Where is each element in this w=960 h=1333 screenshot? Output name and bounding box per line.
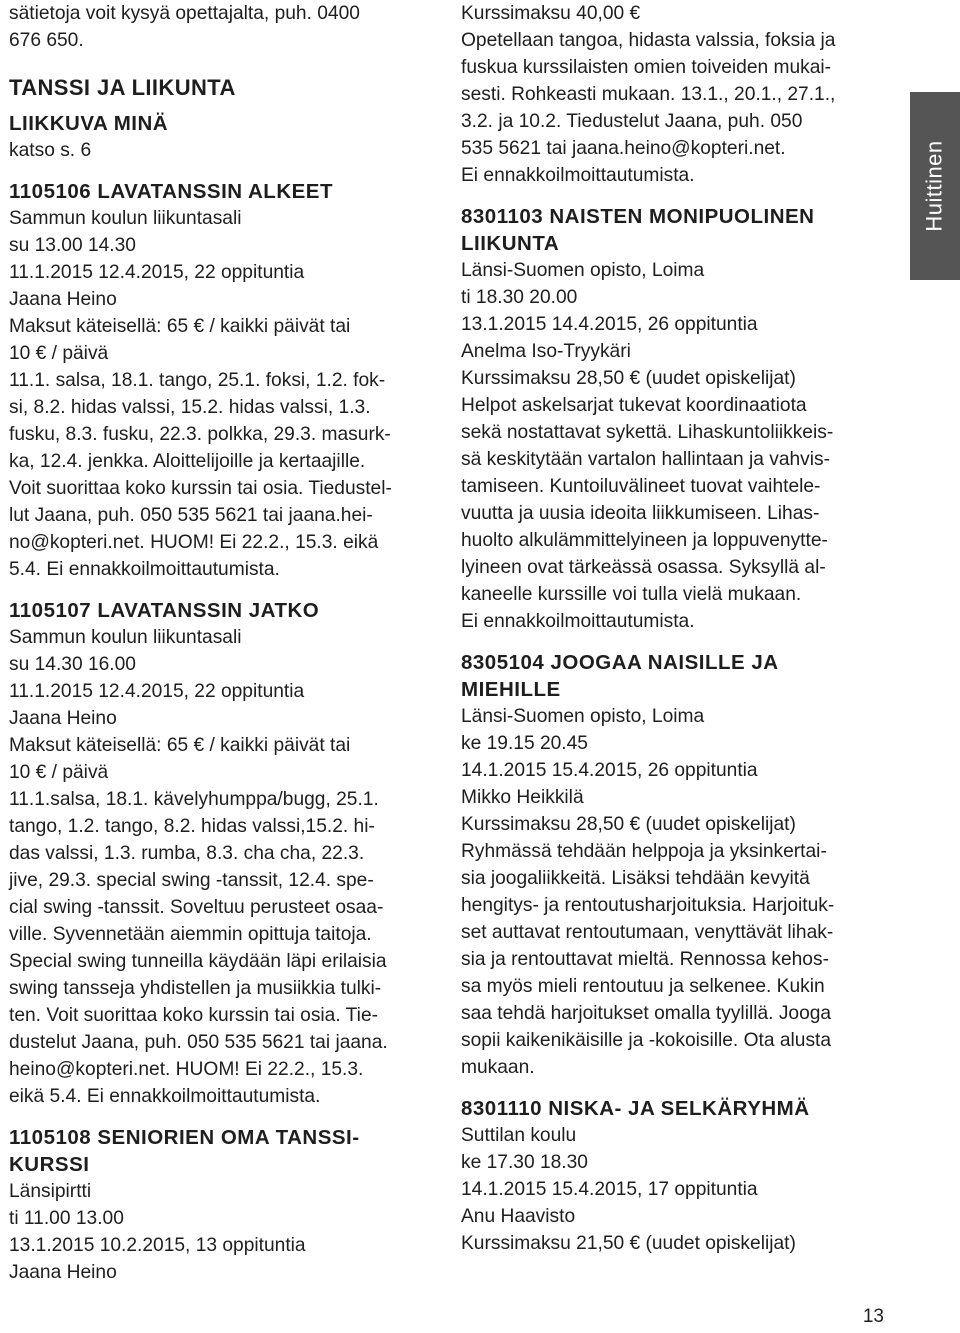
course-line: Special swing tunneilla käydään läpi erilaisia xyxy=(9,951,387,972)
course-line: Anu Haavisto xyxy=(461,1206,576,1227)
course-line: si, 8.2. hidas valssi, 15.2. hidas valssi, 1.3. xyxy=(9,397,371,418)
course-line: Jaana Heino xyxy=(9,708,117,729)
course-line: 14.1.2015 15.4.2015, 26 oppituntia xyxy=(461,760,758,781)
course-1105107 xyxy=(9,597,434,1110)
course-line: 11.1. salsa, 18.1. tango, 25.1. foksi, 1.2. fok- xyxy=(9,370,386,391)
course-title: MIEHILLE xyxy=(461,678,561,701)
course-line: Maksut käteisellä: 65 € / kaikki päivät tai xyxy=(9,316,351,337)
side-tab-label: Huittinen xyxy=(922,140,947,232)
course-8305104 xyxy=(461,649,886,1081)
section-title: TANSSI JA LIIKUNTA xyxy=(9,75,236,100)
intro-line: 676 650. xyxy=(9,30,84,51)
course-line: fuskua kurssilaisten omien toiveiden mukai- xyxy=(461,57,832,78)
course-line: swing tansseja yhdistellen ja musiikkia tulki- xyxy=(9,978,382,999)
course-line: dustelut Jaana, puh. 050 535 5621 tai jaana. xyxy=(9,1032,388,1053)
course-line: 11.1.2015 12.4.2015, 22 oppituntia xyxy=(9,262,305,283)
course-line: ti 11.00 13.00 xyxy=(9,1208,124,1229)
course-line: su 13.00 14.30 xyxy=(9,235,136,256)
course-line: sia ja rentouttavat mieltä. Rennossa kehos- xyxy=(461,949,829,970)
course-line: 14.1.2015 15.4.2015, 17 oppituntia xyxy=(461,1179,758,1200)
course-line: tango, 1.2. tango, 8.2. hidas valssi,15.2. hi- xyxy=(9,816,375,837)
course-line: sopii kaikenikäisille ja -kokoisille. Ota alusta xyxy=(461,1030,832,1051)
course-continuation xyxy=(461,0,886,189)
course-title: 8305104 JOOGAA NAISILLE JA xyxy=(461,651,779,674)
course-line: Anelma Iso-Tryykäri xyxy=(461,341,631,362)
course-line: hengitys- ja rentoutusharjoituksia. Harjoituk- xyxy=(461,895,835,916)
course-line: eikä 5.4. Ei ennakkoilmoittautumista. xyxy=(9,1086,321,1107)
course-line: ke 19.15 20.45 xyxy=(461,733,588,754)
course-line: sa myös mieli rentoutuu ja selkenee. Kukin xyxy=(461,976,825,997)
course-line: no@kopteri.net. HUOM! Ei 22.2., 15.3. eikä xyxy=(9,532,379,553)
course-line: cial swing -tanssit. Soveltuu perusteet osaa- xyxy=(9,897,384,918)
right-column xyxy=(461,0,886,1257)
course-line: tamiseen. Kuntoiluvälineet tuovat vaihtele- xyxy=(461,476,821,497)
course-line: 535 5621 tai jaana.heino@kopteri.net. xyxy=(461,138,786,159)
course-line: Jaana Heino xyxy=(9,1262,117,1283)
course-title: KURSSI xyxy=(9,1153,90,1176)
course-line: sä keskitytään vartalon hallintaan ja vahvis- xyxy=(461,449,831,470)
course-line: sekä nostattavat sykettä. Lihaskuntoliikkeis- xyxy=(461,422,834,443)
course-line: Voit suorittaa koko kurssin tai osia. Tiedustel- xyxy=(9,478,392,499)
course-line: sesti. Rohkeasti mukaan. 13.1., 20.1., 27.1., xyxy=(461,84,836,105)
left-column xyxy=(9,0,434,1286)
course-line: ka, 12.4. jenkka. Aloittelijoille ja kertaajille. xyxy=(9,451,366,472)
course-line: Kurssimaksu 21,50 € (uudet opiskelijat) xyxy=(461,1233,796,1254)
page-number: 13 xyxy=(862,1306,884,1327)
course-line: das valssi, 1.3. rumba, 8.3. cha cha, 22.3. xyxy=(9,843,365,864)
course-line: ke 17.30 18.30 xyxy=(461,1152,588,1173)
course-line: Kurssimaksu 28,50 € (uudet opiskelijat) xyxy=(461,814,796,835)
course-line: Sammun koulun liikuntasali xyxy=(9,208,242,229)
course-1105108 xyxy=(9,1124,434,1286)
liikkuva-mina-title: LIIKKUVA MINÄ xyxy=(9,112,169,135)
course-line: Kurssimaksu 28,50 € (uudet opiskelijat) xyxy=(461,368,796,389)
course-line: lyineen ovat tärkeässä osassa. Syksyllä al- xyxy=(461,557,826,578)
course-line: Kurssimaksu 40,00 € xyxy=(461,3,641,24)
course-line: vuutta ja uusia ideoita liikkumiseen. Lihas- xyxy=(461,503,820,524)
course-line: fusku, 8.3. fusku, 22.3. polkka, 29.3. masurk- xyxy=(9,424,391,445)
course-line: 13.1.2015 14.4.2015, 26 oppituntia xyxy=(461,314,758,335)
course-line: sia joogaliikkeitä. Lisäksi tehdään kevyitä xyxy=(461,868,810,889)
course-title: LIIKUNTA xyxy=(461,232,560,255)
course-line: 13.1.2015 10.2.2015, 13 oppituntia xyxy=(9,1235,306,1256)
course-line: Ei ennakkoilmoittautumista. xyxy=(461,611,695,632)
course-line: 10 € / päivä xyxy=(9,343,109,364)
course-line: 3.2. ja 10.2. Tiedustelut Jaana, puh. 050 xyxy=(461,111,803,132)
course-line: set auttavat rentoutumaan, venyttävät lihak- xyxy=(461,922,834,943)
course-line: saa tehdä harjoitukset omalla tyylillä. Jooga xyxy=(461,1003,832,1024)
course-line: Länsipirtti xyxy=(9,1181,92,1202)
course-line: Jaana Heino xyxy=(9,289,117,310)
intro-line: sätietoja voit kysyä opettajalta, puh. 0400 xyxy=(9,3,360,24)
course-8301110 xyxy=(461,1095,886,1257)
course-line: huolto alkulämmittelyineen ja loppuvenytte- xyxy=(461,530,828,551)
course-line: Länsi-Suomen opisto, Loima xyxy=(461,260,705,281)
course-line: ti 18.30 20.00 xyxy=(461,287,578,308)
course-line: kaneelle kurssille voi tulla vielä mukaan. xyxy=(461,584,802,605)
course-line: mukaan. xyxy=(461,1057,535,1078)
course-title: 1105107 LAVATANSSIN JATKO xyxy=(9,599,320,622)
course-title: 8301110 NISKA- JA SELKÄRYHMÄ xyxy=(461,1097,810,1120)
course-line: Maksut käteisellä: 65 € / kaikki päivät tai xyxy=(9,735,351,756)
course-line: 11.1.2015 12.4.2015, 22 oppituntia xyxy=(9,681,305,702)
course-line: Helpot askelsarjat tukevat koordinaatiota xyxy=(461,395,807,416)
course-line: Mikko Heikkilä xyxy=(461,787,584,808)
course-line: Suttilan koulu xyxy=(461,1125,577,1146)
course-title: 8301103 NAISTEN MONIPUOLINEN xyxy=(461,205,815,228)
course-line: Ei ennakkoilmoittautumista. xyxy=(461,165,695,186)
course-line: 11.1.salsa, 18.1. kävelyhumppa/bugg, 25.1. xyxy=(9,789,379,810)
course-line: ten. Voit suorittaa koko kurssin tai osia. Tie- xyxy=(9,1005,379,1026)
course-line: Sammun koulun liikuntasali xyxy=(9,627,242,648)
course-line: Opetellaan tangoa, hidasta valssia, foksia ja xyxy=(461,30,836,51)
course-line: heino@kopteri.net. HUOM! Ei 22.2., 15.3. xyxy=(9,1059,364,1080)
course-8301103 xyxy=(461,203,886,635)
course-line: lut Jaana, puh. 050 535 5621 tai jaana.hei- xyxy=(9,505,373,526)
course-line: Ryhmässä tehdään helppoja ja yksinkertai- xyxy=(461,841,827,862)
course-1105106 xyxy=(9,178,434,583)
course-title: 1105106 LAVATANSSIN ALKEET xyxy=(9,180,334,203)
course-title: 1105108 SENIORIEN OMA TANSSI- xyxy=(9,1126,360,1149)
side-tab xyxy=(910,92,960,280)
course-line: Länsi-Suomen opisto, Loima xyxy=(461,706,705,727)
course-line: 10 € / päivä xyxy=(9,762,109,783)
course-line: ville. Syvennetään aiemmin opittuja taitoja. xyxy=(9,924,372,945)
course-line: jive, 29.3. special swing -tanssit, 12.4. spe- xyxy=(9,870,374,891)
liikkuva-mina-text: katso s. 6 xyxy=(9,140,92,161)
course-line: 5.4. Ei ennakkoilmoittautumista. xyxy=(9,559,280,580)
course-line: su 14.30 16.00 xyxy=(9,654,136,675)
